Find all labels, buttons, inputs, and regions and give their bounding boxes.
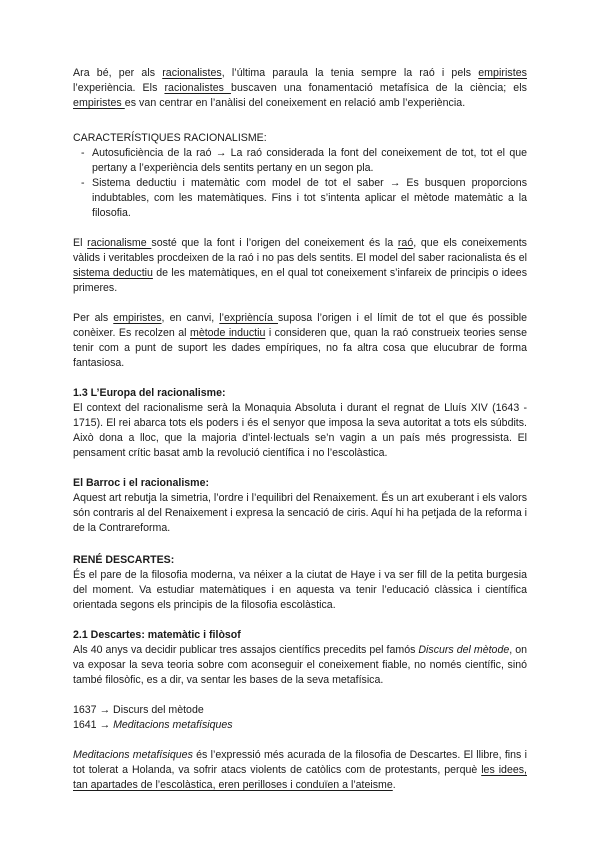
section-heading: 2.1 Descartes: matemàtic i filòsof xyxy=(73,629,241,641)
meditations-paragraph: Meditacions metafísiques és l’expressió més acurada de la filosofia de Descartes. El llibre, fins i tot tolerat a Holanda, va sofrir atacs violents de catòlics com de protestants, perquè les idees, tan apartades de l’escolàstica, eren perilloses i conduïen a l’ateisme. xyxy=(73,749,527,791)
section-text: El context del racionalisme serà la Monaquia Absoluta i durant el regnat de Lluís XIV (1643 - 1715). El rei abarca tots els poders i és el senyor que imposa la seva autoritat a tots els súbdits. Això dona a lloc, que la majoria d’intel·lectuals se’n vagin a un país més progressista. El pensament crític basat amb la revolució científica i no l’escolàstica. xyxy=(73,402,527,459)
list-item: - Sistema deductiu i matemàtic com model de tot el saber → Es busquen proporcions indubtables, com les matemàtiques. Fins i tot s’intenta aplicar el mètode matemàtic a la filosofia. xyxy=(73,176,527,221)
characteristics-title: CARACTERÍSTIQUES RACIONALISME: xyxy=(73,132,267,144)
list-item: - Autosuficiència de la raó → La raó considerada la font del coneixement de tot, tot el que pertany a l’experiència dels sentits pertany en un segon pla. xyxy=(73,146,527,176)
characteristics-list xyxy=(73,146,527,221)
empiricism-paragraph: Per als empiristes, en canvi, l’exprièncía suposa l’origen i el límit de tot el que és possible conèixer. Es recolzen al mètode inductiu i consideren que, quan la raó construeix teories sense tenir com a punt de suport les dades empíriques, no fa altra cosa que elucubrar de forma fantasiosa. xyxy=(73,312,528,369)
section-text: Als 40 anys va decidir publicar tres assajos científics precedits pel famós Discurs del mètode, on va exposar la seva teoria sobre com aconseguir el coneixement fiable, no només científic, sinó també filosòfic, es a dir, va sentar les bases de la seva metafísica. xyxy=(73,644,527,686)
section-text: És el pare de la filosofia moderna, va néixer a la ciutat de Haye i va ser fill de la petita burgesia del moment. Va estudiar matemàtiques i en aquesta va tenir l’educació clàssica i científica orientada segons els principis de la filosofia escolàstica. xyxy=(73,569,527,611)
document-page xyxy=(73,66,527,793)
intro-paragraph: Ara bé, per als racionalistes, l’última paraula la tenia sempre la raó i pels empiristes l’experiència. Els racionalistes buscaven una fonamentació metafísica de la ciència; els empiristes es van centrar en l’anàlisi del coneixement en relació amb l’experiència. xyxy=(73,67,527,109)
section-text: Aquest art rebutja la simetria, l’ordre i l’equilibri del Renaixement. És un art exuberant i els valors són contraris al del Renaixement i expresa la sencació de ciris. Aquí hi ha petjada de la reforma i de la Contrareforma. xyxy=(73,492,528,534)
rationalism-paragraph: El racionalisme sosté que la font i l’origen del coneixement és la raó, que els coneixements vàlids i veritables procdeixen de la raó i no pas dels sentits. El model del saber racionalista és el sistema deductiu de les matemàtiques, en el qual tot coneixement s’infareix de principis o idees primeres. xyxy=(73,237,527,294)
section-heading: El Barroc i el racionalisme: xyxy=(73,477,210,489)
timeline-entry: 1637 → Discurs del mètode xyxy=(73,704,204,716)
section-heading: 1.3 L’Europa del racionalisme: xyxy=(73,387,226,399)
section-heading: RENÉ DESCARTES: xyxy=(73,554,175,566)
timeline-entry: 1641 → Meditacions metafísiques xyxy=(73,719,233,731)
